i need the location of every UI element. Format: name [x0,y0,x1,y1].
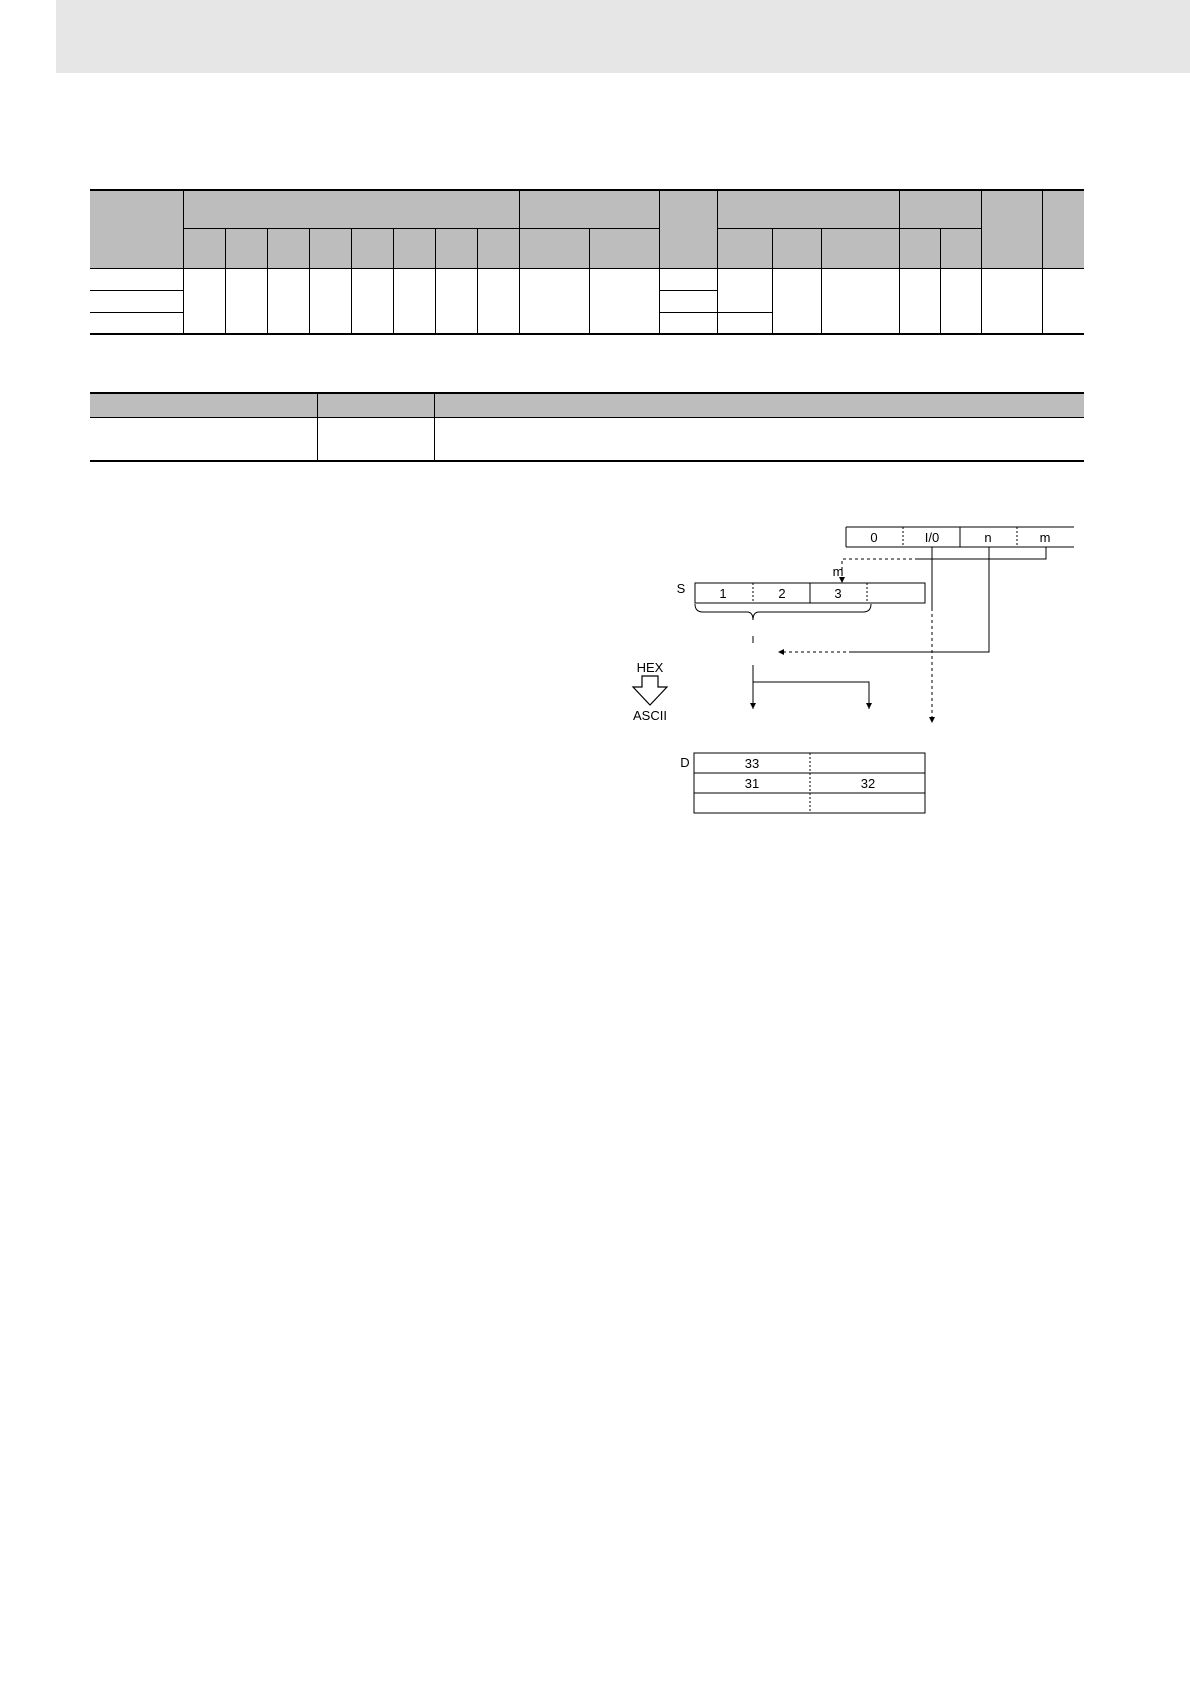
area-cell [183,268,225,334]
area-subheader-cell [900,228,941,268]
area-cell [821,268,899,334]
area-group-header-cell [717,190,899,228]
area-subheader-cell [520,228,590,268]
area-subheader-cell [183,228,225,268]
source-digit: 2 [778,586,786,601]
destination-byte: 32 [860,776,876,791]
area-group-header-cell [183,190,520,228]
area-cell [436,268,478,334]
operand-row-label [90,312,183,334]
flag-label-cell [317,417,434,461]
conversion-from-label: HEX [636,660,664,675]
control-digit: n [984,530,992,545]
flag-name-cell [90,417,317,461]
control-digit: 0 [870,530,878,545]
control-digit: I/0 [924,530,940,545]
connector-lines [695,547,1046,722]
area-cell [309,268,351,334]
hex-to-ascii-diagram [620,510,1090,820]
area-cell [267,268,309,334]
area-subheader-cell [717,228,772,268]
source-register [677,564,925,603]
destination-byte: 33 [744,756,760,771]
area-cell [659,290,717,312]
area-cell [717,312,772,334]
flag-operation-header-cell [434,393,1084,417]
area-cell [772,268,821,334]
destination-register [680,753,925,813]
area-group-header-cell [520,190,659,228]
operand-row-label [90,290,183,312]
page-header-band [56,0,1190,73]
area-cell [941,268,982,334]
area-subheader-cell [941,228,982,268]
source-digit-marker: m [832,564,844,579]
source-digit: 1 [719,586,727,601]
area-header-cell [659,190,717,268]
area-subheader-cell [351,228,393,268]
area-cell [900,268,941,334]
control-word [846,527,1074,547]
area-cell [659,312,717,334]
area-subheader-cell [772,228,821,268]
area-subheader-cell [267,228,309,268]
control-digit: m [1039,530,1051,545]
area-subheader-cell [590,228,659,268]
area-cell [225,268,267,334]
destination-register-label: D [680,755,690,770]
flag-name-header-cell [90,393,317,417]
flag-label-header-cell [317,393,434,417]
area-cell [590,268,659,334]
conversion-indicator [633,660,667,723]
down-arrow-icon [633,676,667,705]
area-cell [1043,268,1084,334]
area-cell [520,268,590,334]
flag-operation-cell [434,417,1084,461]
area-subheader-cell [478,228,520,268]
source-digit: 3 [834,586,842,601]
area-header-cell [982,190,1043,268]
operand-header-cell [90,190,183,268]
source-register-label: S [676,581,686,596]
area-header-cell [1043,190,1084,268]
area-subheader-cell [225,228,267,268]
area-cell [659,268,717,290]
operand-row-label [90,268,183,290]
flag-table [90,392,1084,462]
area-group-header-cell [900,190,982,228]
area-cell [478,268,520,334]
area-subheader-cell [394,228,436,268]
operand-area-table [90,189,1084,335]
area-cell [394,268,436,334]
area-cell [351,268,393,334]
area-subheader-cell [436,228,478,268]
area-subheader-cell [821,228,899,268]
area-subheader-cell [309,228,351,268]
area-cell [717,268,772,312]
destination-byte: 31 [744,776,760,791]
conversion-to-label: ASCII [633,708,667,723]
area-cell [982,268,1043,334]
